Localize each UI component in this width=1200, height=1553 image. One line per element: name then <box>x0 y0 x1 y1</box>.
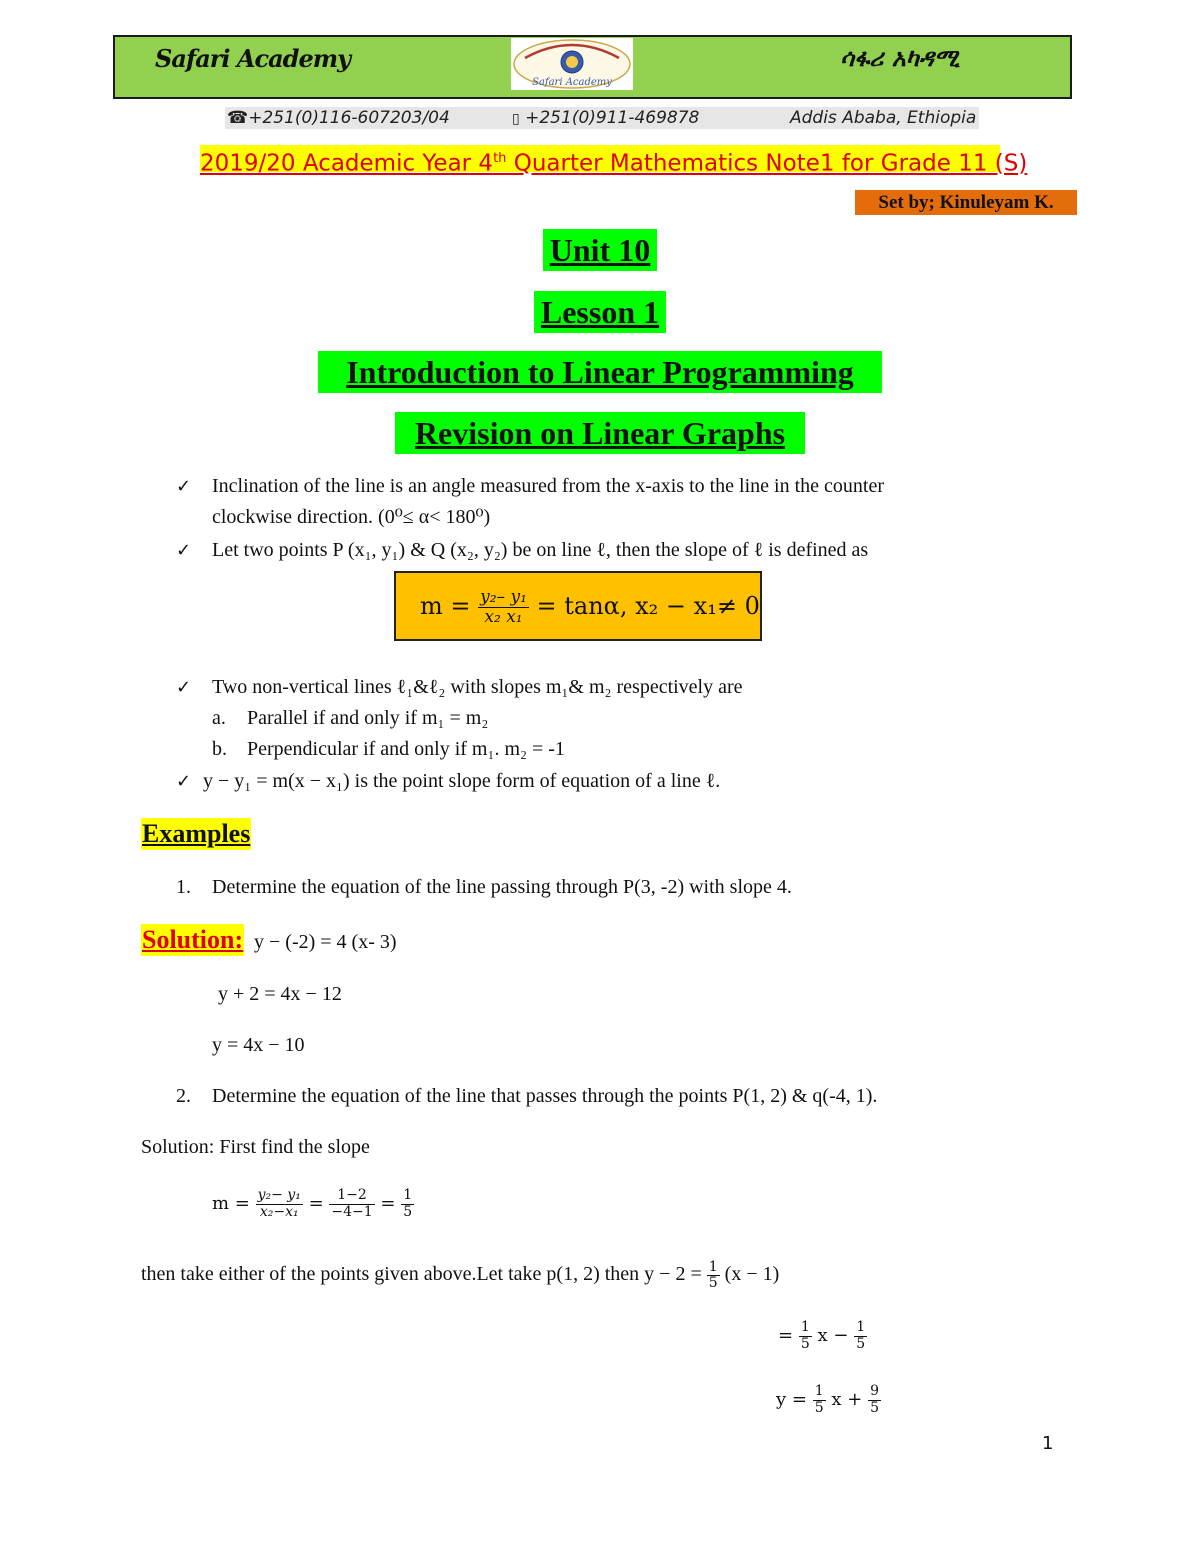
mobile-number: +251(0)911-469878 <box>525 108 700 128</box>
slope-frac-2 <box>329 1188 374 1220</box>
phone-number: +251(0)116-607203/04 <box>248 108 450 128</box>
example1-step1: y − (-2) = 4 (x- 3) <box>254 931 397 953</box>
example1-question: Determine the equation of the line passing through P(3, -2) with slope 4. <box>212 876 792 898</box>
title-suffix: Quarter Mathematics Note1 for Grade 11 (S) <box>506 150 1028 177</box>
example1-step2: y + 2 = 4x − 12 <box>218 983 342 1005</box>
then-tail: (x − 1) <box>724 1263 780 1285</box>
bullet-inclination-line2: clockwise direction. (0⁰≤ α< 180⁰) <box>212 506 491 528</box>
line3-frac-1-den: 5 <box>814 1399 824 1416</box>
eq-sign: = <box>380 1193 396 1214</box>
example2-solution-intro: Solution: First find the slope <box>141 1136 370 1158</box>
example1-marker: 1. <box>176 876 191 898</box>
list-marker-b: b. <box>212 738 227 760</box>
phone-info <box>227 107 450 129</box>
checkmark-icon: ✓ <box>176 677 192 698</box>
slope-frac-2-den: −4−1 <box>331 1203 373 1220</box>
checkmark-icon: ✓ <box>176 476 192 497</box>
example2-question: Determine the equation of the line that passes through the points P(1, 2) & q(-4, 1). <box>212 1085 878 1107</box>
checkmark-icon: ✓ <box>176 771 192 792</box>
then-frac <box>707 1260 720 1292</box>
location: Addis Ababa, Ethiopia <box>790 108 977 128</box>
parallel-condition: Parallel if and only if m₁ = m₂ <box>247 707 489 729</box>
line2-mid: x − <box>817 1325 849 1346</box>
bullet-point-slope-form: y − y₁ = m(x − x₁) is the point slope form of equation of a line ℓ. <box>203 770 721 792</box>
mobile-icon: ▯ <box>512 111 520 127</box>
bullet-slope-definition: Let two points P (x₁, y₁) & Q (x₂, y₂) be on line ℓ, then the slope of ℓ is defined as <box>212 539 869 561</box>
author-credit: Set by; Kinuleyam K. <box>855 190 1077 215</box>
line3-frac-2-num: 9 <box>870 1383 879 1400</box>
example2-line2 <box>778 1318 867 1354</box>
line3-frac-1-num: 1 <box>814 1383 824 1400</box>
slope-frac-1-num: y₂− y₁ <box>257 1187 301 1204</box>
mobile-info <box>512 107 699 129</box>
subtopic-heading: Revision on Linear Graphs <box>395 412 805 454</box>
slope-frac-3 <box>401 1188 414 1220</box>
school-logo <box>511 38 633 90</box>
svg-text:Safari Academy: Safari Academy <box>532 77 612 88</box>
bullet-inclination-line1: Inclination of the line is an angle measured from the x-axis to the line in the counter <box>212 475 885 497</box>
logo-emblem-icon <box>511 38 633 90</box>
formula-fraction <box>478 588 529 626</box>
formula-numerator: y₂– y₁ <box>480 587 527 608</box>
line2-frac-2-num: 1 <box>856 1319 866 1336</box>
line3-frac-2 <box>868 1384 881 1416</box>
page-number: 1 <box>1042 1433 1054 1454</box>
unit-heading: Unit 10 <box>543 229 657 271</box>
line3-frac-2-den: 5 <box>870 1399 879 1416</box>
example2-then-line <box>141 1256 779 1292</box>
slope-formula <box>420 582 760 630</box>
slope-m: m = <box>212 1193 250 1214</box>
eq-sign: = <box>308 1193 324 1214</box>
phone-icon: ☎ <box>227 108 249 128</box>
school-name-amharic: ሳፋሪ አካዳሚ <box>840 44 960 72</box>
line2-frac-2 <box>854 1320 867 1352</box>
then-frac-num: 1 <box>708 1258 718 1275</box>
solution-label: Solution: <box>142 925 244 954</box>
formula-m: m = <box>420 592 471 620</box>
title-prefix: 2019/20 Academic Year 4 <box>200 150 494 177</box>
line2-frac-1 <box>799 1320 812 1352</box>
line2-frac-1-num: 1 <box>800 1319 810 1336</box>
perpendicular-condition: Perpendicular if and only if m₁. m₂ = -1 <box>247 738 565 760</box>
line3-mid: x + <box>831 1389 863 1410</box>
title-superscript: th <box>493 151 507 166</box>
slope-frac-3-num: 1 <box>403 1187 413 1204</box>
example2-slope-calc <box>212 1180 414 1228</box>
line2-frac-1-den: 5 <box>800 1335 810 1352</box>
checkmark-icon: ✓ <box>176 540 192 561</box>
line2-frac-2-den: 5 <box>856 1335 866 1352</box>
topic-heading: Introduction to Linear Programming <box>318 351 882 393</box>
then-frac-den: 5 <box>708 1274 718 1291</box>
example2-line3 <box>776 1382 881 1418</box>
list-marker-a: a. <box>212 707 226 729</box>
line3-frac-1 <box>813 1384 826 1416</box>
line2-eq: = <box>778 1325 794 1346</box>
then-text: then take either of the points given above.Let take p(1, 2) then y − 2 = <box>141 1263 702 1285</box>
formula-rest: = tanα, x₂ − x₁≠ 0 <box>536 592 760 620</box>
slope-frac-3-den: 5 <box>403 1203 413 1220</box>
slope-frac-1 <box>256 1188 303 1220</box>
example2-marker: 2. <box>176 1085 191 1107</box>
slope-frac-1-den: x₂−x₁ <box>259 1203 299 1220</box>
lesson-heading: Lesson 1 <box>534 291 666 333</box>
bullet-two-lines: Two non-vertical lines ℓ₁&ℓ₂ with slopes m₁& m₂ respectively are <box>212 676 743 698</box>
school-name: Safari Academy <box>155 44 351 73</box>
document-title <box>200 145 1028 177</box>
slope-frac-2-num: 1−2 <box>329 1188 374 1204</box>
example1-step3: y = 4x − 10 <box>212 1034 305 1056</box>
line3-y: y = <box>776 1389 807 1410</box>
examples-heading: Examples <box>142 819 251 848</box>
formula-denominator: x₂ x₁ <box>484 607 523 627</box>
